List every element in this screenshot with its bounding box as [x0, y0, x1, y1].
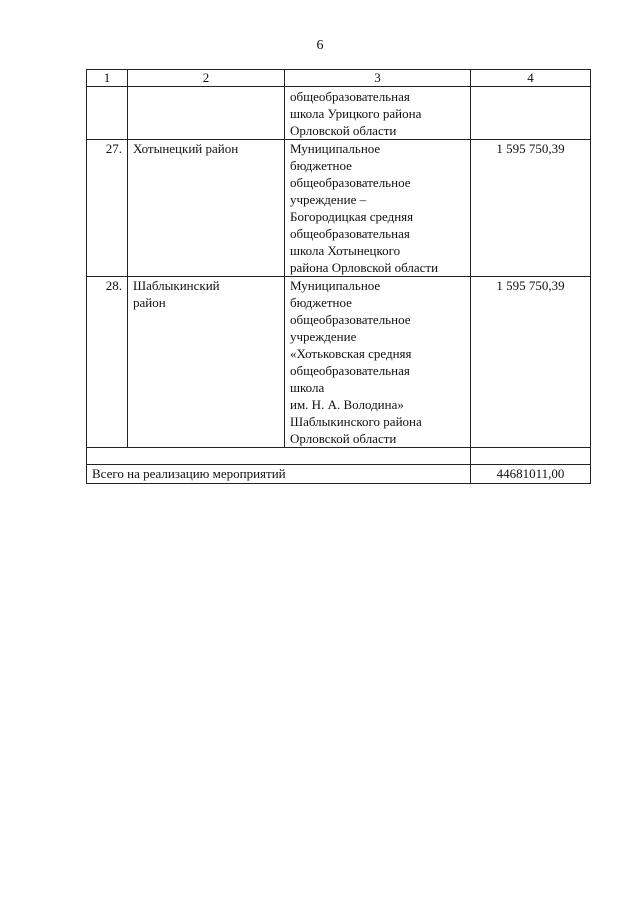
- district-cell: [128, 87, 285, 140]
- institution-cell: Муниципальное бюджетное общеобразовательное учреждение – Богородицкая средняя общеобразовательная школа Хотынецкого района Орловской области: [285, 140, 471, 277]
- table-row: [87, 277, 591, 448]
- blank-row: [87, 448, 591, 465]
- blank-cell: [87, 448, 471, 465]
- amount-cell: [471, 87, 591, 140]
- row-number: [87, 87, 128, 140]
- header-col-1: 1: [87, 70, 128, 87]
- total-label: Всего на реализацию мероприятий: [87, 465, 471, 484]
- row-number: 27.: [87, 140, 128, 277]
- allocation-table: [86, 69, 591, 484]
- page-number: 6: [316, 38, 324, 53]
- header-col-3: 3: [285, 70, 471, 87]
- amount-cell: 1 595 750,39: [471, 277, 591, 448]
- blank-cell: [471, 448, 591, 465]
- header-col-2: 2: [128, 70, 285, 87]
- district-cell: Хотынецкий район: [128, 140, 285, 277]
- table-row: [87, 140, 591, 277]
- row-number: 28.: [87, 277, 128, 448]
- institution-cell: Муниципальное бюджетное общеобразовательное учреждение «Хотьковская средняя общеобразовательная школа им. Н. А. Володина» Шаблыкинского района Орловской области: [285, 277, 471, 448]
- district-cell: Шаблыкинский район: [128, 277, 285, 448]
- total-row: [87, 465, 591, 484]
- header-col-4: 4: [471, 70, 591, 87]
- table-header-row: [87, 70, 591, 87]
- table-row: [87, 87, 591, 140]
- amount-cell: 1 595 750,39: [471, 140, 591, 277]
- total-amount: 44681011,00: [471, 465, 591, 484]
- institution-cell: общеобразовательная школа Урицкого района Орловской области: [285, 87, 471, 140]
